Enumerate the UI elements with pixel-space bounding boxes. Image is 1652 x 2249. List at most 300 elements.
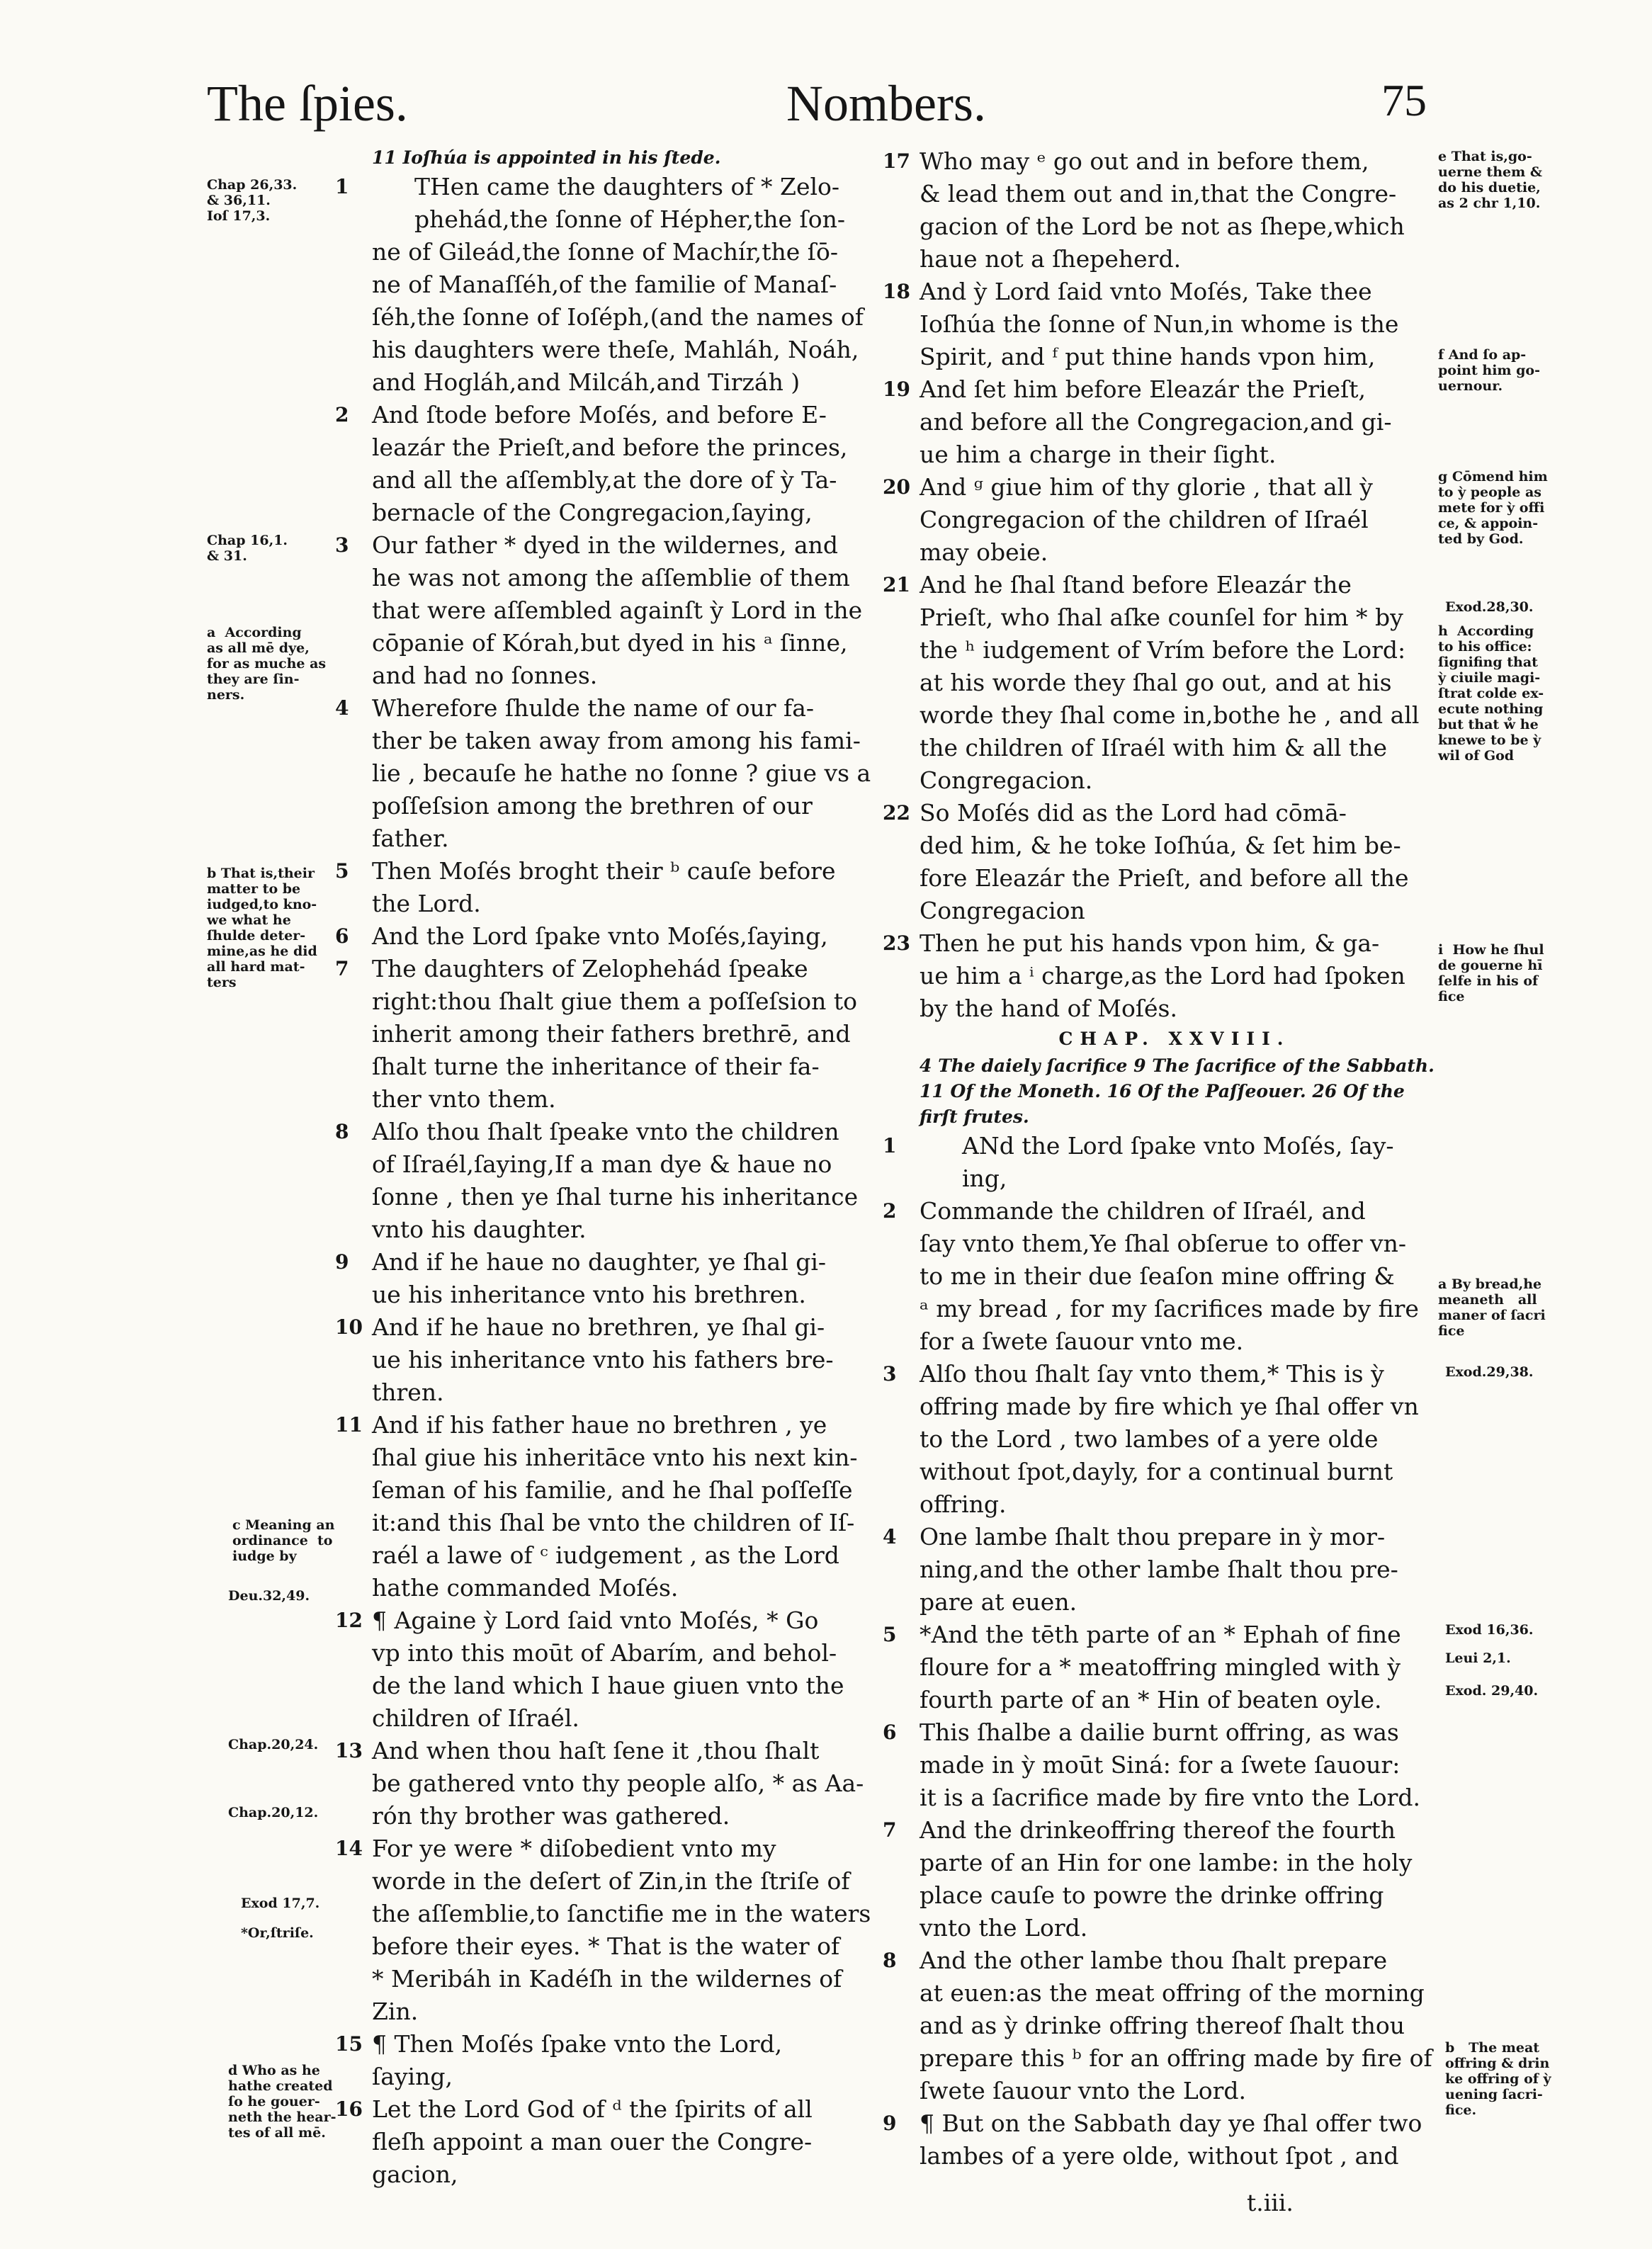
verse-number: 10 <box>335 1315 363 1339</box>
verse-text: ſwete ſauour vnto the Lord. <box>920 2077 1247 2104</box>
margin-note: c Meaning an ordinance to iudge by <box>232 1517 335 1564</box>
verse-number: 1 <box>883 1134 897 1157</box>
verse-text: vnto the Lord. <box>920 1914 1088 1942</box>
verse-text: *And the tēth parte of an * Ephah of fine <box>920 1621 1401 1648</box>
verse-line <box>372 268 896 301</box>
verse-text: Congregacion. <box>920 766 1093 794</box>
verse-line <box>372 822 896 855</box>
verse-number: 8 <box>883 1949 897 1972</box>
verse-line <box>372 2158 896 2191</box>
verse-number: 9 <box>883 2112 897 2135</box>
verse-line <box>920 178 1430 210</box>
verse-number: 3 <box>883 1362 897 1386</box>
verse-text: And when thou haſt ſene it ,thou ſhalt <box>372 1737 820 1764</box>
verse-line <box>920 1260 1430 1293</box>
verse-text: de the land which I haue giuen vnto the <box>372 1672 844 1699</box>
verse-line <box>920 960 1430 992</box>
verse-line <box>372 1376 896 1409</box>
verse-text: And ſet him before Eleazár the Prieſt, <box>920 375 1367 403</box>
verse-text: hathe commanded Moſés. <box>372 1574 679 1602</box>
verse-text: haue not a ſhepeherd. <box>920 245 1182 273</box>
verse-number: 5 <box>335 859 349 883</box>
verse-text: to me in their due ſeaſon mine offring & <box>920 1262 1395 1290</box>
verse-text: ſhalt turne the inheritance of their fa- <box>372 1053 820 1080</box>
verse-number: 2 <box>335 403 349 426</box>
verse-line <box>920 210 1430 243</box>
verse-line <box>920 406 1430 438</box>
chapter-summary-line <box>920 1104 1430 1130</box>
verse-text: Alſo thou ſhalt ſpeake vnto the children <box>372 1118 839 1145</box>
verse-text: he was not among the aſſemblie of them <box>372 564 850 591</box>
verse-line <box>372 1930 896 1963</box>
margin-note: Leui 2,1. <box>1445 1650 1511 1666</box>
verse-line <box>372 757 896 790</box>
verse-line <box>920 2075 1430 2107</box>
verse-line <box>372 790 896 822</box>
verse-number: 16 <box>335 2097 363 2121</box>
verse-line <box>883 1130 1430 1162</box>
verse-text: fourth parte of an * Hin of beaten oyle. <box>920 1686 1382 1713</box>
verse-text: Commande the children of Iſraél, and <box>920 1197 1366 1225</box>
verse-line <box>372 1050 896 1083</box>
verse-text: lambes of a yere olde, without ſpot , and <box>920 2142 1399 2170</box>
verse-line <box>335 1116 896 1148</box>
verse-line <box>920 895 1430 927</box>
verse-line <box>372 1637 896 1670</box>
margin-note: g Cōmend him to ỳ people as mete for ỳ offi ce, & appoin- ted by God. <box>1438 469 1548 547</box>
verse-line <box>883 927 1430 960</box>
verse-text: Spirit, and ᶠ put thine hands vpon him, <box>920 343 1376 370</box>
verse-line <box>883 1619 1430 1651</box>
verse-line <box>372 1018 896 1050</box>
verse-text: lie , becauſe he hathe no ſonne ? giue vs a <box>372 759 871 787</box>
verse-text: the ʰ iudgement of Vrím before the Lord: <box>920 636 1406 664</box>
verse-line <box>372 1800 896 1832</box>
verse-text: Then he put his hands vpon him, & ga- <box>920 929 1380 957</box>
verse-text: 4 The daiely ſacrifice 9 The ſacrifice of the Sabbath. <box>920 1055 1435 1076</box>
verse-line <box>920 764 1430 797</box>
verse-line <box>920 1390 1430 1423</box>
verse-line <box>920 634 1430 667</box>
verse-text: And if he haue no daughter, ye ſhal gi- <box>372 1248 827 1276</box>
verse-text: The daughters of Zelophehád ſpeake <box>372 955 808 982</box>
verse-text: children of Iſraél. <box>372 1704 579 1732</box>
verse-text: rón thy brother was gathered. <box>372 1802 730 1830</box>
verse-line <box>920 1162 1430 1195</box>
chapter-summary-line <box>372 145 896 171</box>
verse-text: prepare this ᵇ for an offring made by fire of <box>920 2044 1432 2072</box>
verse-line <box>335 855 896 888</box>
verse-text: And ỳ Lord ſaid vnto Moſés, Take thee <box>920 278 1372 305</box>
verse-line <box>335 1409 896 1441</box>
verse-text: ne of Manaſſéh,of the familie of Manaſ- <box>372 271 837 298</box>
verse-text: Wherefore ſhulde the name of our fa- <box>372 694 815 722</box>
verse-text: by the hand of Moſés. <box>920 995 1177 1022</box>
verse-number: 14 <box>335 1837 363 1860</box>
verse-line <box>335 692 896 725</box>
verse-line <box>883 569 1430 601</box>
verse-number: 7 <box>883 1818 897 1842</box>
verse-text: CHAP. XXVIII. <box>1058 1029 1291 1049</box>
verse-text: And the Lord ſpake vnto Moſés,ſaying, <box>372 922 828 950</box>
margin-note: e That is,go- uerne them & do his duetie, as 2 chr 1,10. <box>1438 149 1542 211</box>
verse-line <box>920 862 1430 895</box>
verse-line <box>920 2042 1430 2075</box>
verse-line <box>920 601 1430 634</box>
verse-line <box>335 529 896 562</box>
margin-note: Deu.32,49. <box>228 1588 310 1604</box>
verse-line <box>883 1358 1430 1390</box>
verse-line <box>920 2140 1430 2172</box>
verse-text: for a ſwete ſauour vnto me. <box>920 1327 1244 1355</box>
verse-line <box>920 2010 1430 2042</box>
verse-text: his daughters were theſe, Mahláh, Noáh, <box>372 336 859 363</box>
verse-number: 7 <box>335 957 349 980</box>
verse-line <box>372 1441 896 1474</box>
verse-text: ing, <box>962 1165 1007 1192</box>
verse-text: ſeman of his familie, and he ſhal poſſeſſe <box>372 1476 853 1504</box>
verse-line <box>920 1879 1430 1912</box>
verse-line <box>920 1977 1430 2010</box>
verse-number: 11 <box>335 1413 363 1437</box>
verse-text: the children of Iſraél with him & all the <box>920 734 1387 761</box>
verse-line <box>372 1767 896 1800</box>
verse-line <box>920 1749 1430 1781</box>
verse-text: ſonne , then ye ſhal turne his inheritance <box>372 1183 859 1211</box>
verse-text: cōpanie of Kórah,but dyed in his ᵃ ſinne, <box>372 629 848 657</box>
verse-number: 4 <box>335 696 349 720</box>
verse-line <box>372 1702 896 1735</box>
right-text-column <box>883 145 1435 2172</box>
margin-note: Exod.28,30. <box>1445 599 1534 615</box>
verse-text: Let the Lord God of ᵈ the ſpirits of all <box>372 2095 813 2123</box>
verse-text: And the drinkeoffring thereof the fourth <box>920 1816 1396 1844</box>
verse-text: of Iſraél,ſaying,If a man dye & haue no <box>372 1150 832 1178</box>
verse-text: ANd the Lord ſpake vnto Moſés, ſay- <box>962 1132 1394 1160</box>
verse-line <box>372 301 896 334</box>
margin-note: Chap.20,12. <box>228 1805 319 1820</box>
verse-number: 13 <box>335 1739 363 1762</box>
verse-line <box>920 536 1430 569</box>
verse-line <box>372 1083 896 1116</box>
verse-text: ¶ Then Moſés ſpake vnto the Lord, <box>372 2030 783 2058</box>
verse-line <box>372 334 896 366</box>
book-title: Nombers. <box>786 75 986 132</box>
verse-text: ſhal giue his inheritāce vnto his next kin- <box>372 1444 858 1471</box>
verse-text: ſay vnto them,Ye ſhal obſerue to offer vn- <box>920 1230 1407 1257</box>
verse-text: And if he haue no brethren, ye ſhal gi- <box>372 1313 825 1341</box>
margin-note: h According to his office: ſignifing that ỳ ciuile magi- ſtrat colde ex- ecute nothing but that ẘ he knewe to be ỳ wil of God <box>1438 623 1544 764</box>
verse-line <box>883 1944 1430 1977</box>
verse-line <box>883 797 1430 829</box>
verse-line <box>920 1684 1430 1716</box>
verse-text: ue his inheritance vnto his brethren. <box>372 1281 806 1308</box>
verse-line <box>372 985 896 1018</box>
verse-text: pare at euen. <box>920 1588 1077 1616</box>
verse-line <box>883 1195 1430 1228</box>
verse-line <box>335 1246 896 1279</box>
verse-text: fore Eleazár the Prieſt, and before all the <box>920 864 1409 892</box>
verse-text: phehád,the ſonne of Hépher,the ſon- <box>414 205 846 233</box>
verse-text: it:and this ſhal be vnto the children of Iſ- <box>372 1509 855 1536</box>
verse-line <box>920 1488 1430 1521</box>
verse-text: firſt frutes. <box>920 1106 1029 1127</box>
verse-text: father. <box>372 825 449 852</box>
verse-line <box>920 667 1430 699</box>
verse-number: 22 <box>883 801 910 825</box>
verse-text: and all the aſſembly,at the dore of ỳ Ta- <box>372 466 837 494</box>
verse-text: ther be taken away from among his fami- <box>372 727 861 754</box>
verse-text: And if his father haue no brethren , ye <box>372 1411 827 1439</box>
verse-line <box>335 1832 896 1865</box>
verse-line <box>372 627 896 659</box>
verse-line <box>372 464 896 497</box>
verse-line <box>883 471 1430 504</box>
verse-text: fleſh appoint a man ouer the Congre- <box>372 2128 813 2155</box>
verse-text: ning,and the other lambe ſhalt thou pre- <box>920 1556 1398 1583</box>
verse-line <box>372 2126 896 2158</box>
verse-number: 6 <box>883 1721 897 1744</box>
verse-line <box>372 1539 896 1572</box>
verse-text: ne of Gileád,the ſonne of Machír,the ſō- <box>372 238 839 266</box>
verse-number: 8 <box>335 1120 349 1143</box>
verse-line <box>920 1456 1430 1488</box>
verse-line <box>372 888 896 920</box>
verse-text: ᵃ my bread , for my ſacrifices made by fire <box>920 1295 1419 1322</box>
verse-text: & lead them out and in,that the Congre- <box>920 180 1397 208</box>
margin-note: a According as all mē dye, for as muche as they are ſin- ners. <box>207 625 327 703</box>
verse-line <box>883 1521 1430 1553</box>
margin-note: f And ſo ap- point him go- uernour. <box>1438 347 1540 394</box>
chapter-summary-line <box>920 1053 1435 1079</box>
verse-line <box>372 497 896 529</box>
verse-line <box>883 373 1430 406</box>
margin-note: Exod 16,36. <box>1445 1622 1534 1638</box>
verse-line <box>372 1572 896 1604</box>
verse-line <box>335 399 896 431</box>
verse-text: Prieſt, who ſhal aſke counſel for him * by <box>920 604 1403 631</box>
verse-line <box>372 203 896 236</box>
verse-text: poſſeſsion among the brethren of our <box>372 792 813 820</box>
margin-note: b That is,their matter to be iudged,to kno- we what he ſhulde deter- mine,as he did all hard mat- ters <box>207 866 317 990</box>
verse-text: ue him a charge in their ſight. <box>920 441 1277 468</box>
verse-text: Alſo thou ſhalt ſay vnto them,* This is ỳ <box>920 1360 1384 1388</box>
verse-text: ue him a ⁱ charge,as the Lord had ſpoken <box>920 962 1405 990</box>
verse-line <box>920 308 1430 341</box>
verse-line <box>372 1898 896 1930</box>
verse-text: raél a lawe of ᶜ iudgement , as the Lord <box>372 1541 839 1569</box>
verse-line <box>920 1781 1430 1814</box>
verse-text: worde in the deſert of Zin,in the ſtriſe of <box>372 1867 850 1895</box>
verse-text: ſaying, <box>372 2063 453 2090</box>
verse-number: 6 <box>335 924 349 948</box>
margin-note: Chap.20,24. <box>228 1737 319 1752</box>
verse-line <box>883 2107 1430 2140</box>
verse-line <box>920 1651 1430 1684</box>
verse-text: leazár the Prieſt,and before the princes, <box>372 434 848 461</box>
verse-line <box>920 1325 1430 1358</box>
verse-line <box>920 1586 1430 1619</box>
verse-text: One lambe ſhalt thou prepare in ỳ mor- <box>920 1523 1386 1551</box>
verse-number: 20 <box>883 475 910 499</box>
running-title: The ſpies. <box>207 75 408 132</box>
verse-line <box>883 1716 1430 1749</box>
verse-line <box>372 725 896 757</box>
verse-text: place cauſe to powre the drinke offring <box>920 1881 1384 1909</box>
verse-text: So Moſés did as the Lord had cōmā- <box>920 799 1347 827</box>
margin-note: Exod.29,38. <box>1445 1364 1534 1380</box>
margin-note: Chap 26,33. & 36,11. Ioſ 17,3. <box>207 177 298 224</box>
left-text-column <box>335 145 896 2191</box>
verse-text: floure for a * meatoffring mingled with ỳ <box>920 1653 1401 1681</box>
verse-line <box>372 1344 896 1376</box>
verse-line <box>883 276 1430 308</box>
margin-note: Chap 16,1. & 31. <box>207 533 288 564</box>
verse-line <box>372 562 896 594</box>
verse-text: right:thou ſhalt giue them a poſſeſsion to <box>372 987 857 1015</box>
verse-text: ¶ But on the Sabbath day ye ſhal offer two <box>920 2109 1422 2137</box>
verse-text: the aſſemblie,to ſanctifie me in the waters <box>372 1900 871 1927</box>
verse-text: and before all the Congregacion,and gi- <box>920 408 1392 436</box>
verse-number: 18 <box>883 280 910 303</box>
verse-line <box>372 1995 896 2028</box>
verse-line <box>335 2093 896 2126</box>
verse-text: 11 Of the Moneth. 16 Of the Paſſeouer. 26 Of the <box>920 1081 1405 1101</box>
verse-text: Our father * dyed in the wildernes, and <box>372 531 839 559</box>
margin-note: d Who as he hathe created ſo he gouer- neth the hear- tes of all mē. <box>228 2063 336 2141</box>
margin-note: i How he ſhul de gouerne hī ſelfe in his of fice <box>1438 942 1544 1004</box>
verse-line <box>335 2028 896 2061</box>
verse-line <box>372 1507 896 1539</box>
verse-text: bernacle of the Congregacion,ſaying, <box>372 499 813 526</box>
verse-text: made in ỳ moūt Siná: for a ſwete ſauour: <box>920 1751 1401 1779</box>
verse-text: inherit among their fathers brethrē, and <box>372 1020 851 1048</box>
verse-line <box>372 1474 896 1507</box>
verse-line <box>335 171 896 203</box>
verse-text: ¶ Againe ỳ Lord ſaid vnto Moſés, * Go <box>372 1607 819 1634</box>
verse-line <box>920 1553 1430 1586</box>
verse-number: 1 <box>335 175 349 198</box>
verse-text: ther vnto them. <box>372 1085 556 1113</box>
verse-number: 5 <box>883 1623 897 1646</box>
verse-text: thren. <box>372 1378 444 1406</box>
verse-line <box>920 243 1430 276</box>
verse-line <box>920 1293 1430 1325</box>
verse-line <box>372 431 896 464</box>
verse-text: and as ỳ drinke offring thereof ſhalt thou <box>920 2012 1405 2039</box>
verse-line <box>335 953 896 985</box>
verse-text: the Lord. <box>372 890 481 917</box>
page-number: 75 <box>1381 75 1427 125</box>
verse-text: that were aſſembled againſt ỳ Lord in the <box>372 596 863 624</box>
verse-number: 12 <box>335 1609 363 1632</box>
margin-note: *Or,ſtriſe. <box>241 1925 314 1941</box>
verse-text: Zin. <box>372 1998 419 2025</box>
verse-line <box>372 1148 896 1181</box>
verse-text: may obeie. <box>920 538 1048 566</box>
verse-text: Ioſhúa the ſonne of Nun,in whome is the <box>920 310 1399 338</box>
verse-line <box>920 341 1430 373</box>
verse-text: and had no ſonnes. <box>372 662 598 689</box>
verse-line <box>372 1963 896 1995</box>
verse-number: 9 <box>335 1250 349 1274</box>
verse-text: ded him, & he toke Ioſhúa, & ſet him be- <box>920 832 1401 859</box>
verse-text: For ye were * diſobedient vnto my <box>372 1835 776 1862</box>
verse-line <box>920 1228 1430 1260</box>
verse-line <box>335 1311 896 1344</box>
verse-text: parte of an Hin for one lambe: in the holy <box>920 1849 1413 1876</box>
verse-number: 21 <box>883 573 910 596</box>
verse-line <box>372 1670 896 1702</box>
verse-number: 23 <box>883 931 910 955</box>
verse-number: 19 <box>883 378 910 401</box>
verse-text: at his worde they ſhal go out, and at his <box>920 669 1392 696</box>
verse-line <box>372 594 896 627</box>
verse-text: offring made by fire which ye ſhal offer vn <box>920 1393 1419 1420</box>
verse-line <box>335 920 896 953</box>
margin-note: Exod. 29,40. <box>1445 1683 1539 1699</box>
verse-text: 11 Ioſhúa is appointed in his ſtede. <box>372 147 721 168</box>
signature-mark: t.iii. <box>1247 2189 1294 2216</box>
verse-line <box>920 699 1430 732</box>
verse-text: at euen:as the meat offring of the morning <box>920 1979 1425 2007</box>
verse-line <box>920 1847 1430 1879</box>
verse-line <box>372 1213 896 1246</box>
verse-line <box>372 2061 896 2093</box>
verse-text: * Meribáh in Kadéſh in the wildernes of <box>372 1965 842 1993</box>
verse-text: ſéh,the ſonne of Ioſéph,(and the names of <box>372 303 864 331</box>
verse-text: be gathered vnto thy people alſo, * as Aa- <box>372 1769 864 1797</box>
chapter-heading <box>920 1025 1430 1053</box>
verse-text: offring. <box>920 1490 1007 1518</box>
verse-text: Who may ᵉ go out and in before them, <box>920 147 1369 175</box>
verse-text: Congregacion of the children of Iſraél <box>920 506 1369 533</box>
verse-line <box>920 438 1430 471</box>
verse-line <box>920 992 1430 1025</box>
verse-text: before their eyes. * That is the water of <box>372 1932 840 1960</box>
verse-line <box>372 659 896 692</box>
verse-text: without ſpot,dayly, for a continual burnt <box>920 1458 1393 1485</box>
verse-text: And the other lambe thou ſhalt prepare <box>920 1947 1388 1974</box>
verse-text: worde they ſhal come in,bothe he , and all <box>920 701 1420 729</box>
verse-line <box>920 732 1430 764</box>
verse-text: Congregacion <box>920 897 1085 924</box>
verse-line <box>335 1735 896 1767</box>
margin-note: b The meat offring & drin ke offring of ỳ uening ſacri- fice. <box>1445 2040 1551 2118</box>
chapter-summary-line <box>920 1079 1430 1104</box>
verse-text: And he ſhal ſtand before Eleazár the <box>920 571 1352 599</box>
verse-text: gacion, <box>372 2160 458 2188</box>
verse-text: THen came the daughters of * Zelo- <box>414 173 840 200</box>
verse-line <box>883 1814 1430 1847</box>
verse-number: 3 <box>335 533 349 557</box>
verse-line <box>372 366 896 399</box>
verse-line <box>920 829 1430 862</box>
verse-text: And ᵍ giue him of thy glorie , that all ỳ <box>920 473 1373 501</box>
verse-text: ue his inheritance vnto his fathers bre- <box>372 1346 834 1373</box>
verse-line <box>372 1181 896 1213</box>
verse-number: 17 <box>883 149 910 173</box>
verse-line <box>920 1423 1430 1456</box>
verse-line <box>335 1604 896 1637</box>
verse-text: And ſtode before Moſés, and before E- <box>372 401 827 429</box>
verse-line <box>372 1279 896 1311</box>
margin-note: a By bread,he meaneth all maner of ſacri fice <box>1438 1276 1546 1339</box>
verse-number: 4 <box>883 1525 897 1548</box>
verse-line <box>372 1865 896 1898</box>
verse-text: Then Moſés broght their ᵇ cauſe before <box>372 857 836 885</box>
verse-text: it is a ſacrifice made by fire vnto the Lord. <box>920 1784 1421 1811</box>
